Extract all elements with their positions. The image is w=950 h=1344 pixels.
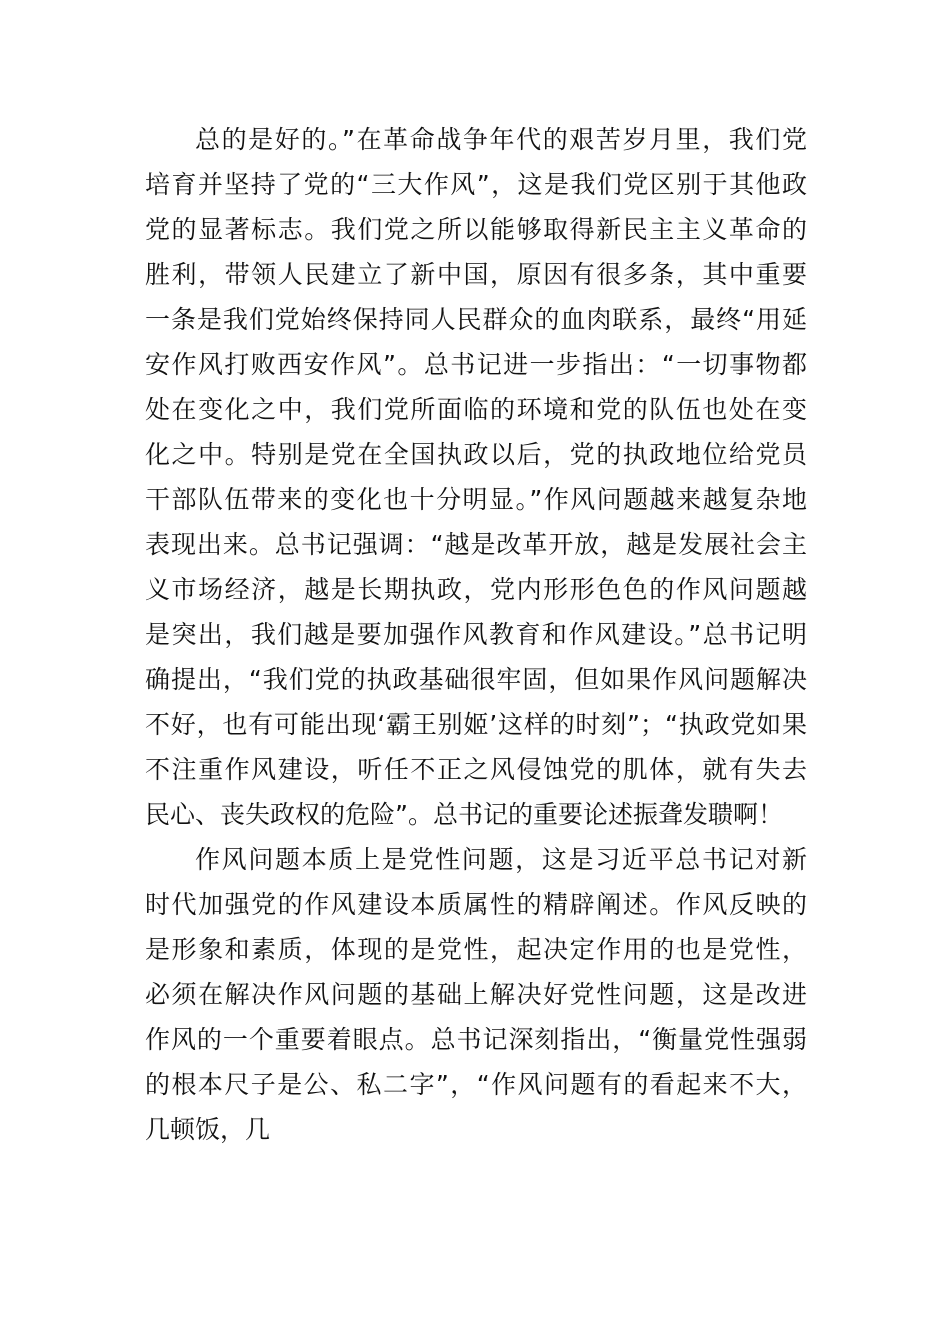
- text-line: 不注重作风建设，听任不正之风侵蚀党的肌体，就有失去: [145, 755, 807, 784]
- paragraph-2: [145, 837, 807, 1152]
- text-line: 几顿饭，几: [145, 1115, 271, 1144]
- text-line: 时代加强党的作风建设本质属性的精辟阐述。作风反映的: [145, 890, 807, 919]
- text-line: 必须在解决作风问题的基础上解决好党性问题，这是改进: [145, 980, 807, 1009]
- text-line: 化之中。特别是党在全国执政以后，党的执政地位给党员: [145, 440, 807, 469]
- text-line: 作风的一个重要着眼点。总书记深刻指出，“衡量党性强弱: [145, 1025, 807, 1054]
- text-line: 安作风打败西安作风”。总书记进一步指出：“一切事物都: [145, 350, 807, 379]
- text-line: 表现出来。总书记强调：“越是改革开放，越是发展社会主: [145, 530, 807, 559]
- text-line: 作风问题本质上是党性问题，这是习近平总书记对新: [195, 845, 807, 874]
- paragraph-1: [145, 117, 807, 837]
- body-text: [145, 117, 807, 1152]
- text-line: 总的是好的。”在革命战争年代的艰苦岁月里，我们党: [195, 125, 807, 154]
- text-line: 胜利，带领人民建立了新中国，原因有很多条，其中重要: [145, 260, 807, 289]
- text-line: 确提出，“我们党的执政基础很牢固，但如果作风问题解决: [145, 665, 807, 694]
- text-line: 培育并坚持了党的“三大作风”，这是我们党区别于其他政: [145, 170, 807, 199]
- text-line: 的根本尺子是公、私二字”，“作风问题有的看起来不大，: [145, 1070, 807, 1099]
- text-line: 处在变化之中，我们党所面临的环境和党的队伍也处在变: [145, 395, 807, 424]
- text-line: 不好，也有可能出现‘霸王别姬’这样的时刻”；“执政党如果: [145, 710, 807, 739]
- text-line: 是突出，我们越是要加强作风教育和作风建设。”总书记明: [145, 620, 807, 649]
- text-line: 一条是我们党始终保持同人民群众的血肉联系，最终“用延: [145, 305, 807, 334]
- text-line: 民心、丧失政权的危险”。总书记的重要论述振聋发聩啊！: [145, 800, 783, 829]
- text-line: 党的显著标志。我们党之所以能够取得新民主主义革命的: [145, 215, 807, 244]
- text-line: 是形象和素质，体现的是党性，起决定作用的也是党性，: [145, 935, 807, 964]
- text-line: 义市场经济，越是长期执政，党内形形色色的作风问题越: [145, 575, 807, 604]
- text-line: 干部队伍带来的变化也十分明显。”作风问题越来越复杂地: [145, 485, 807, 514]
